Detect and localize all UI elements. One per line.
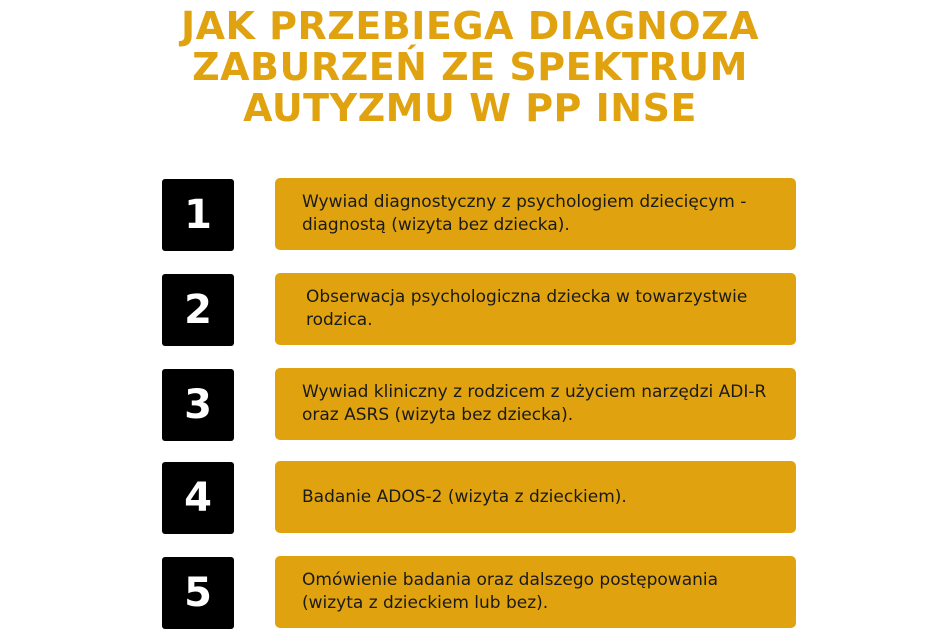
title-line-1: JAK PRZEBIEGA DIAGNOZA bbox=[180, 4, 760, 48]
step-4 bbox=[0, 461, 940, 533]
step-description: Obserwacja psychologiczna dziecka w towarzystwie rodzica. bbox=[306, 287, 748, 330]
step-card bbox=[275, 273, 796, 345]
step-3 bbox=[0, 368, 940, 440]
step-1 bbox=[0, 178, 940, 250]
step-description: Wywiad kliniczny z rodzicem z użyciem narzędzi ADI-R oraz ASRS (wizyta bez dziecka). bbox=[302, 382, 767, 425]
step-number-badge: 3 bbox=[162, 369, 234, 441]
step-description: Wywiad diagnostyczny z psychologiem dziecięcym - diagnostą (wizyta bez dziecka). bbox=[302, 192, 747, 235]
step-card bbox=[275, 178, 796, 250]
step-number-badge: 1 bbox=[162, 179, 234, 251]
step-number-badge: 5 bbox=[162, 557, 234, 629]
step-card bbox=[275, 461, 796, 533]
step-number-badge: 2 bbox=[162, 274, 234, 346]
step-5 bbox=[0, 556, 940, 628]
page-title bbox=[0, 6, 940, 129]
title-line-3: AUTYZMU W PP INSE bbox=[243, 86, 697, 130]
step-2 bbox=[0, 273, 940, 345]
step-card bbox=[275, 556, 796, 628]
step-card bbox=[275, 368, 796, 440]
step-description: Badanie ADOS-2 (wizyta z dzieckiem). bbox=[302, 486, 627, 507]
step-number-badge: 4 bbox=[162, 462, 234, 534]
title-line-2: ZABURZEŃ ZE SPEKTRUM bbox=[192, 45, 748, 89]
step-description: Omówienie badania oraz dalszego postępowania (wizyta z dzieckiem lub bez). bbox=[302, 570, 719, 613]
